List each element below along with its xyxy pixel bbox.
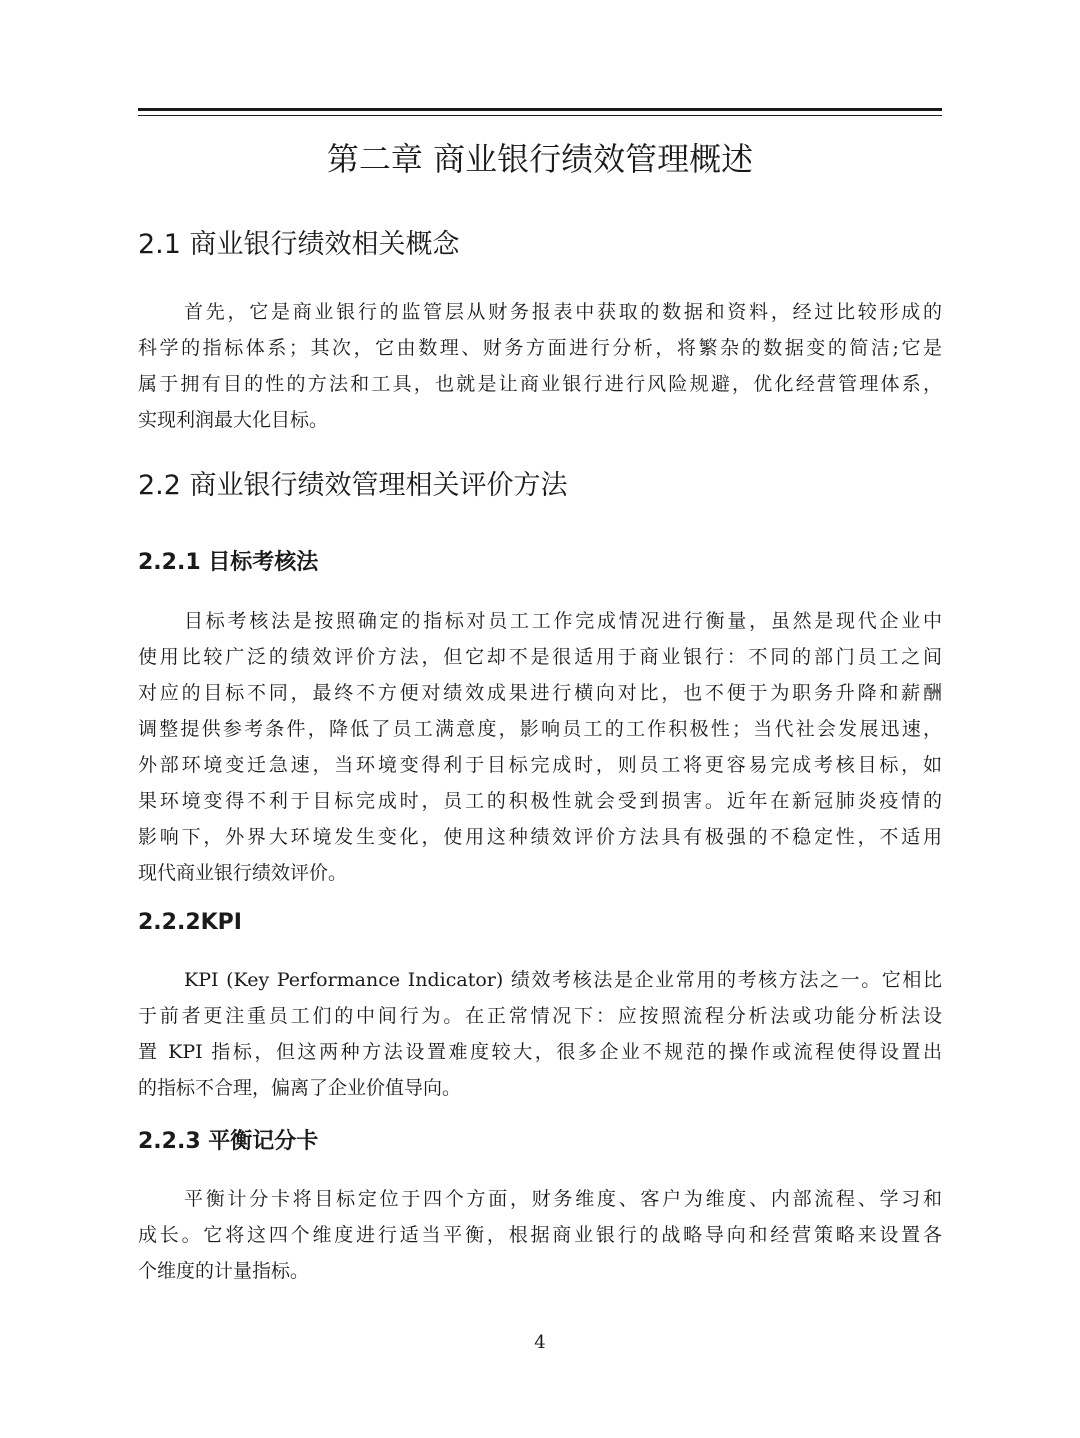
- chapter-title: 第二章 商业银行绩效管理概述: [326, 140, 754, 178]
- section-2-2-heading: 2.2 商业银行绩效管理相关评价方法: [138, 470, 568, 501]
- paragraph-line: 置 KPI 指标，但这两种方法设置难度较大，很多企业不规范的操作或流程使得设置出: [138, 1041, 942, 1063]
- header-rule-thin: [138, 115, 942, 116]
- paragraph-line: 成长。它将这四个维度进行适当平衡，根据商业银行的战略导向和经营策略来设置各: [138, 1224, 942, 1246]
- section-2-1-heading: 2.1 商业银行绩效相关概念: [138, 229, 460, 260]
- paragraph-line: 的指标不合理，偏离了企业价值导向。: [138, 1077, 462, 1099]
- header-rule-thick: [138, 108, 942, 111]
- section-2-2-1-paragraph: [138, 603, 942, 891]
- paragraph-line: 影响下，外界大环境发生变化，使用这种绩效评价方法具有极强的不稳定性，不适用: [138, 826, 942, 848]
- paragraph-line: 于前者更注重员工们的中间行为。在正常情况下：应按照流程分析法或功能分析法设: [138, 1005, 942, 1027]
- section-2-1-paragraph: [138, 294, 942, 438]
- paragraph-line: 平衡计分卡将目标定位于四个方面，财务维度、客户为维度、内部流程、学习和: [184, 1188, 942, 1210]
- section-2-2-2-paragraph: [138, 962, 942, 1106]
- paragraph-line: 使用比较广泛的绩效评价方法，但它却不是很适用于商业银行：不同的部门员工之间: [138, 646, 942, 668]
- section-2-2-3-paragraph: [138, 1181, 942, 1289]
- paragraph-line: 科学的指标体系；其次，它由数理、财务方面进行分析，将繁杂的数据变的简洁;它是: [138, 337, 942, 359]
- page-number: 4: [534, 1332, 546, 1353]
- paragraph-line: 现代商业银行绩效评价。: [138, 862, 348, 884]
- paragraph-line: 个维度的计量指标。: [138, 1260, 310, 1282]
- paragraph-line: KPI (Key Performance Indicator) 绩效考核法是企业常用的考核方法之一。它相比: [184, 969, 942, 991]
- section-2-2-3-heading: 2.2.3 平衡记分卡: [138, 1129, 319, 1154]
- paragraph-line: 果环境变得不利于目标完成时，员工的积极性就会受到损害。近年在新冠肺炎疫情的: [138, 790, 942, 812]
- section-2-2-2-heading: 2.2.2KPI: [138, 910, 242, 935]
- paragraph-line: 对应的目标不同，最终不方便对绩效成果进行横向对比，也不便于为职务升降和薪酬: [138, 682, 942, 704]
- paragraph-line: 首先，它是商业银行的监管层从财务报表中获取的数据和资料，经过比较形成的: [184, 301, 942, 323]
- paragraph-line: 目标考核法是按照确定的指标对员工工作完成情况进行衡量，虽然是现代企业中: [184, 610, 942, 632]
- section-2-2-1-heading: 2.2.1 目标考核法: [138, 550, 319, 575]
- paragraph-line: 属于拥有目的性的方法和工具，也就是让商业银行进行风险规避，优化经营管理体系，: [138, 373, 942, 395]
- paragraph-line: 调整提供参考条件，降低了员工满意度，影响员工的工作积极性；当代社会发展迅速，: [138, 718, 942, 740]
- paragraph-line: 外部环境变迁急速，当环境变得利于目标完成时，则员工将更容易完成考核目标，如: [138, 754, 942, 776]
- paragraph-line: 实现利润最大化目标。: [138, 409, 329, 431]
